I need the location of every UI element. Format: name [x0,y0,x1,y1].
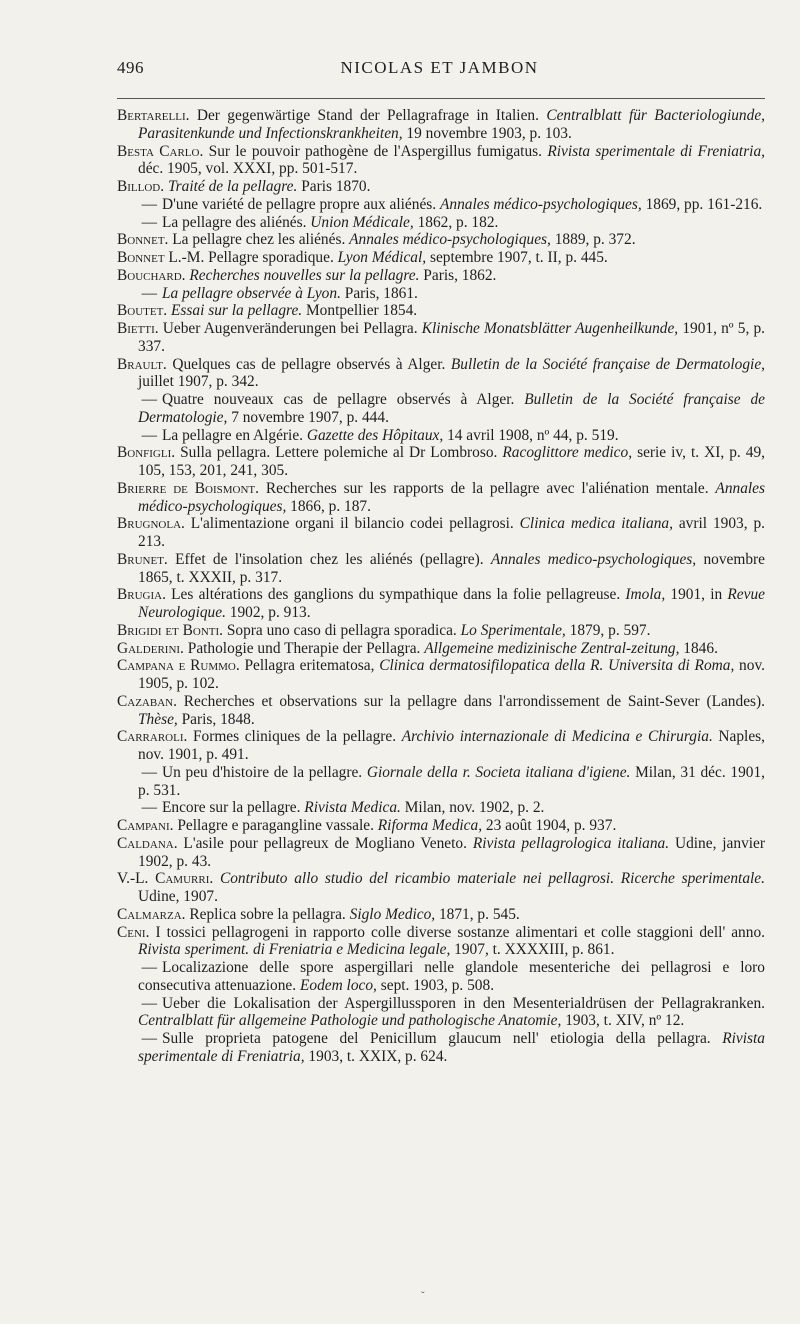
entry-author: Brunet. [117,550,168,568]
bibliography-entry [117,870,765,906]
entry-details: 1862, p. 182. [413,213,499,231]
entry-text: Pellagra eritematosa, [239,657,380,675]
bibliography-entry [117,196,765,214]
entry-dash: — [141,994,157,1012]
entry-dash: — [141,763,157,781]
bibliography-entry [117,640,765,658]
entry-details: 1907, t. XXXXIII, p. 861. [450,941,615,959]
entry-author: Cazaban. [117,692,177,710]
bibliography-entry [117,924,765,960]
bibliography-entry [117,764,765,800]
entry-dash: — [141,391,157,408]
entry-details: novembre 1865, t. XXXII, p. 317. [138,550,765,586]
bibliography-entry [117,391,765,427]
entry-journal: Annales médico-psychologiques, [349,231,551,249]
entry-journal: Eodem loco, [299,976,377,994]
entry-details: 1903, t. XXIX, p. 624. [304,1047,448,1065]
entry-details: sept. 1903, p. 508. [376,976,495,994]
entry-journal: Bulletin de la Société française de Dermatologie, [138,391,765,426]
entry-details: Naples, nov. 1901, p. 491. [138,728,765,763]
entry-author: Campani. [117,817,174,834]
entry-journal: Lo Sperimentale, [460,621,566,639]
entry-details: 7 novembre 1907, p. 444. [227,408,389,426]
entry-text: Recherches et observations sur la pellagre dans l'arrondissement de Saint-Sever (Landes). [176,692,765,710]
entry-text: D'une variété de pellagre propre aux aliénés. [162,195,440,213]
bibliography-entry [117,249,765,267]
bibliography-entry [117,214,765,232]
entry-details: 1902, p. 913. [225,604,311,621]
bibliography-entry [117,427,765,445]
entry-text: Un peu d'histoire de la pellagre. [162,763,367,781]
entry-journal: Rivista sperimentale di Freniatria, [547,142,765,160]
entry-journal: Revue Neurologique. [138,586,765,621]
entry-details: juillet 1907, p. 342. [138,373,259,391]
entry-journal: Imola, [625,586,666,604]
entry-journal: Rivista sperimentale di Freniatria, [138,1030,765,1065]
entry-journal: Contributo allo studio del ricambio materiale nei pellagrosi. Ricerche sperimentale. [219,870,765,888]
bibliography-entry [117,835,765,871]
entry-author: Boutet. [117,302,168,320]
bibliography-entry [117,693,765,729]
entry-journal: Gazette des Hôpitaux, [306,426,444,444]
entry-author: Calmarza. [117,905,186,923]
bottom-mark: ˇ [421,1290,425,1302]
entry-text: La pellagre des aliénés. [162,213,311,231]
bibliography-entry [117,267,765,285]
entry-text: Sopra uno caso di pellagra sporadica. [223,621,461,639]
entry-journal: Riforma Medica, [377,817,483,834]
entry-details: 1889, p. 372. [550,231,636,249]
entry-journal: Archivio internazionale di Medicina e Chirurgia. [401,728,713,746]
entry-text: Pathologie und Therapie der Pellagra. [183,639,425,657]
entry-journal: Centralblatt für Bacteriologiunde, Parasitenkunde und Infectionskrankheiten, [138,107,765,142]
bibliography-entry [117,959,765,995]
entry-journal: Centralblatt für allgemeine Pathologie und pathologische Anatomie, [138,1012,562,1030]
bibliography-entry [117,285,765,303]
entry-details: septembre 1907, t. II, p. 445. [426,249,608,266]
bibliography-entry [117,1030,765,1066]
entry-text: Der gegenwärtige Stand der Pellagrafrage in Italien. [189,107,547,124]
entry-text [213,870,220,887]
entry-details: 1901, in [665,586,728,604]
bibliography-entry [117,799,765,817]
bibliography-entry [117,143,765,179]
entry-journal: Siglo Medico, [349,905,436,923]
entry-author: Galderini. [117,639,184,657]
bibliography-entry [117,817,765,835]
entry-details: 1846. [679,639,718,657]
entry-details: Paris, 1861. [340,284,418,302]
entry-author: Bouchard. [117,266,186,284]
bibliography-list [117,107,765,1066]
entry-text: Replica sobre la pellagra. [185,905,350,923]
entry-details: 14 avril 1908, nº 44, p. 519. [443,426,619,444]
entry-details: Udine, janvier 1902, p. 43. [138,834,766,870]
entry-text: La pellagre en Algérie. [162,426,307,444]
bibliography-entry [117,622,765,640]
entry-text: Encore sur la pellagre. [162,799,305,817]
entry-details: 1866, p. 187. [286,497,371,515]
entry-journal: Giornale della r. Societa italiana d'igiene. [366,763,631,781]
entry-author: Bonfigli. [117,444,176,462]
entry-text: I tossici pellagrogeni in rapporto colle diverse sostanze alimentari et colle staggioni dell' anno. [149,923,765,941]
entry-journal: Annales medico-psychologiques, [490,550,697,568]
entry-author: Ceni. [117,923,150,941]
entry-journal: Thèse, [138,710,178,728]
entry-details: 1871, p. 545. [435,905,520,923]
entry-details: 1869, pp. 161-216. [641,195,763,213]
entry-journal: Racoglittore medico, [502,444,633,462]
entry-journal: La pellagre observée à Lyon. [162,284,341,302]
entry-author: Brierre de Boismont. [117,479,259,497]
entry-details: 1879, p. 597. [565,621,651,639]
entry-author: Bonnet L.-M. [117,249,205,266]
bibliography-entry [117,231,765,249]
page-number: 496 [117,58,144,77]
entry-author: Billod. [117,178,165,195]
entry-text: Effet de l'insolation chez les aliénés (pellagre). [167,550,491,568]
entry-details: 1903, t. XIV, nº 12. [561,1012,685,1030]
entry-journal: Klinische Monatsblätter Augenheilkunde, [421,320,679,337]
entry-dash: — [141,284,157,302]
entry-text: Pellagre e paragangline vassale. [173,817,378,834]
entry-journal: Traité de la pellagre. [167,178,298,195]
entry-dash: — [141,959,157,976]
entry-details: Paris, 1848. [177,710,255,728]
entry-text: Ueber Augenveränderungen bei Pellagra. [158,320,422,337]
entry-details: 23 août 1904, p. 937. [482,817,617,834]
entry-dash: — [141,213,157,231]
entry-journal: Annales médico-psychologiques, [439,195,642,213]
entry-details: Paris 1870. [297,178,371,195]
entry-details: Paris, 1862. [419,266,497,284]
entry-journal: Annales médico-psychologiques, [138,479,766,515]
bibliography-entry [117,480,765,516]
entry-author: Bietti. [117,320,159,337]
entry-details: Udine, 1907. [138,888,218,905]
entry-author: V.-L. Camurri. [117,870,214,888]
entry-details: avril 1903, p. 213. [138,515,766,550]
entry-details: 19 novembre 1903, p. 103. [402,124,572,142]
entry-details: Milan, nov. 1902, p. 2. [400,799,545,817]
entry-journal: Rivista speriment. di Freniatria e Medicina legale, [138,941,451,959]
entry-journal: Union Médicale, [310,213,414,231]
entry-author: Bertarelli. [117,107,190,124]
bibliography-entry [117,995,765,1031]
bibliography-entry [117,657,765,693]
entry-journal: Recherches nouvelles sur la pellagre. [189,266,420,284]
entry-details: Milan, 31 déc. 1901, p. 531. [138,763,765,799]
entry-journal: Rivista pellagrologica italiana. [472,834,670,852]
entry-author: Caldana. [117,834,178,852]
bibliography-entry [117,728,765,764]
entry-dash: — [141,426,157,444]
entry-journal: Bulletin de la Société française de Dermatologie, [450,355,765,373]
entry-dash: — [141,1030,157,1047]
bibliography-entry [117,356,765,392]
entry-text: L'alimentazione organi il bilancio codei pellagrosi. [184,515,520,533]
bibliography-entry [117,302,765,320]
entry-text: Ueber die Lokalisation der Aspergillussporen in den Mesenterialdrüsen der Pellagrakranken. [162,994,765,1012]
entry-journal: Clinica dermatosifilopatica della R. Universita di Roma, [379,657,735,675]
bibliography-entry [117,906,765,924]
entry-details: 1901, nº 5, p. 337. [138,320,766,355]
entry-dash: — [141,799,157,817]
entry-author: Carraroli. [117,728,188,746]
entry-journal: Rivista Medica. [304,799,401,817]
bibliography-entry [117,178,765,196]
entry-journal: Clinica medica italiana, [519,515,673,533]
entry-text: Sulle proprieta patogene del Penicillum glaucum nell' etiologia della pellagra. [162,1030,723,1047]
bibliography-entry [117,586,765,622]
entry-text: L'asile pour pellagreux de Mogliano Veneto. [177,834,473,852]
entry-journal: Essai sur la pellagre. [171,302,303,320]
entry-text: Recherches sur les rapports de la pellagre avec l'aliénation mentale. [259,479,716,497]
bibliography-entry [117,320,765,356]
header-rule [117,98,765,99]
entry-text: Les altérations des ganglions du sympathique dans la folie pellagreuse. [165,586,626,604]
bibliography-entry [117,107,765,143]
entry-details: déc. 1905, vol. XXXI, pp. 501-517. [138,160,358,178]
entry-author: Campana e Rummo. [117,657,240,675]
entry-text: Formes cliniques de la pellagre. [187,728,402,746]
entry-author: Brugia. [117,586,166,604]
entry-text: Pellagre sporadique. [204,249,338,266]
page-header [117,58,762,88]
entry-text: La pellagre chez les aliénés. [168,231,350,249]
entry-text: Quelques cas de pellagre observés à Alger. [166,355,451,373]
entry-details: serie iv, t. XI, p. 49, 105, 153, 201, 241, 305. [138,444,765,479]
entry-text: Quatre nouveaux cas de pellagre observés à Alger. [162,391,525,408]
entry-author: Bonnet. [117,231,169,249]
bibliography-entry [117,515,765,551]
entry-author: Besta Carlo. [117,142,204,160]
entry-author: Brault. [117,355,167,373]
entry-details: Montpellier 1854. [302,302,418,320]
entry-journal: Lyon Médical, [337,249,427,266]
bibliography-entry [117,444,765,480]
entry-details: nov. 1905, p. 102. [138,657,765,692]
running-head: NICOLAS ET JAMBON [340,58,539,77]
entry-author: Brugnola. [117,515,185,533]
entry-journal: Allgemeine medizinische Zentral-zeitung, [424,639,680,657]
entry-text: Sur le pouvoir pathogène de l'Aspergillus fumigatus. [203,142,548,160]
entry-text: Sulla pellagra. Lettere polemiche al Dr Lombroso. [175,444,503,462]
entry-dash: — [141,195,157,213]
entry-text: Localizazione delle spore aspergillari nelle glandole mesenteriche dei pellagrosi e loro consecutiva attenuazione. [138,959,765,994]
entry-author: Brigidi et Bonti. [117,621,223,639]
bibliography-entry [117,551,765,587]
